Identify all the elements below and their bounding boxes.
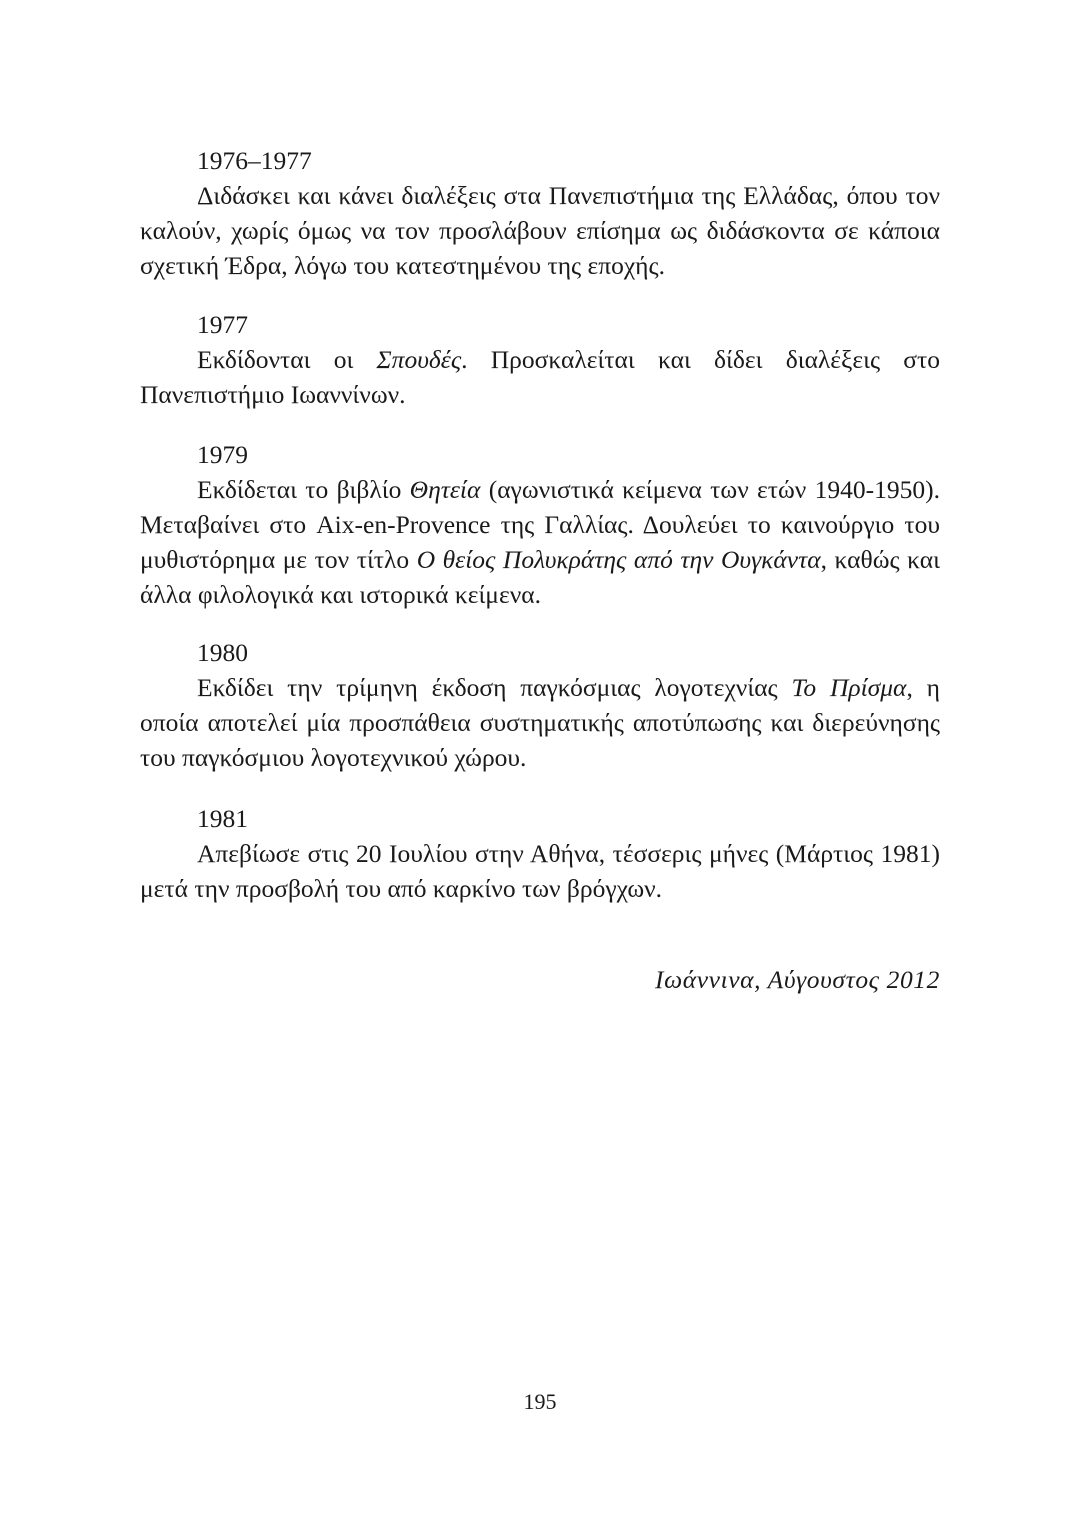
chronology-entry-1981 — [140, 801, 940, 906]
entry-text — [140, 472, 940, 612]
entry-text — [140, 836, 940, 906]
text-segment: Εκδίδονται οι — [197, 345, 377, 374]
place-date-signature: Ιωάννινα, Αύγουστος 2012 — [655, 965, 940, 994]
book-title-italic: Ο θείος Πολυκράτης από την Ουγκάντα — [416, 545, 821, 574]
entry-text — [140, 178, 940, 283]
entry-year: 1980 — [197, 638, 248, 667]
book-title-italic: Σπουδές — [376, 345, 462, 374]
text-segment: , καθώς και άλλα φιλολογικά και ιστορικά κείμενα. — [140, 545, 940, 609]
text-segment: . Προσκαλείται και δίδει διαλέξεις στο Πανεπιστήμιο Ιωαννίνων. — [140, 345, 940, 409]
text-segment: Διδάσκει και κάνει διαλέξεις στα Πανεπιστήμια της Ελλάδας, όπου τον καλούν, χωρίς όμως να τον προσλάβουν επίσημα ως διδάσκοντα σε κάποια σχετική Έδρα, λόγω του κατεστημένου της εποχής. — [140, 181, 940, 280]
text-segment: Απεβίωσε στις 20 Ιουλίου στην Αθήνα, τέσσερις μήνες (Μάρτιος 1981) μετά την προσβολή του από καρκίνο των βρόγχων. — [140, 839, 940, 903]
entry-text — [140, 670, 940, 775]
chronology-entry-1977 — [140, 307, 940, 412]
chronology-entry-1979 — [140, 437, 940, 612]
entry-year: 1981 — [197, 804, 248, 833]
chronology-entry-1976-1977 — [140, 143, 940, 283]
book-title-italic: Θητεία — [409, 475, 481, 504]
entry-year: 1977 — [197, 310, 248, 339]
entry-year: 1979 — [197, 440, 248, 469]
chronology-entry-1980 — [140, 635, 940, 775]
book-title-italic: Το Πρίσμα — [791, 673, 907, 702]
text-segment: (αγωνιστικά κείμενα των ετών 1940-1950). Μεταβαίνει στο Aix-en-Provence της Γαλλίας. Δουλεύει το καινούργιο του μυθιστόρημα με τον τίτλο — [140, 475, 940, 574]
page-number: 195 — [523, 1389, 557, 1414]
text-segment: Εκδίδει την τρίμηνη έκδοση παγκόσμιας λογοτεχνίας — [197, 673, 792, 702]
entry-year: 1976–1977 — [197, 146, 312, 175]
entry-text — [140, 342, 940, 412]
text-segment: Εκδίδεται το βιβλίο — [197, 475, 410, 504]
text-segment: , η οποία αποτελεί μία προσπάθεια συστηματικής αποτύπωσης και διερεύνησης του παγκόσμιου λογοτεχνικού χώρου. — [140, 673, 940, 772]
